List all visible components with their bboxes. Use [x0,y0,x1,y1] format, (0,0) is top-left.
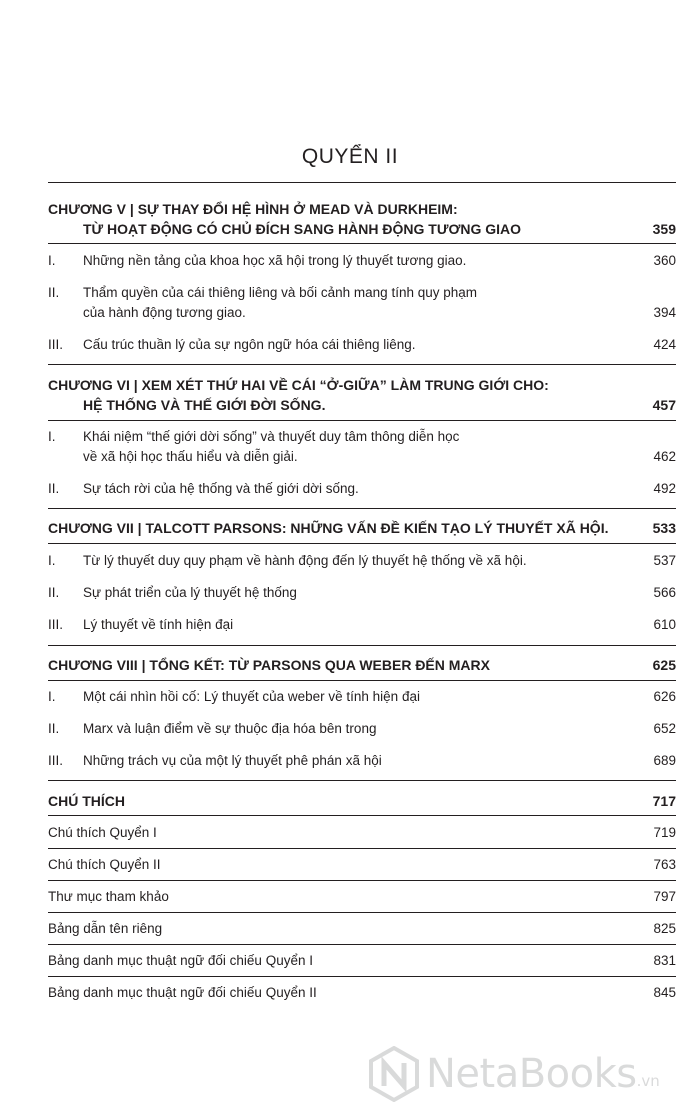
page-number: 359 [652,221,676,237]
section-number: I. [48,429,56,444]
chapter-title-line1: CHƯƠNG VIII | TỔNG KẾT: TỪ PARSONS QUA WEBER ĐẾN MARX [48,657,490,673]
divider [48,880,676,881]
page-number: 845 [653,985,676,1000]
divider [48,780,676,781]
page-number: 492 [653,481,676,496]
page-number: 763 [653,857,676,872]
section-title: Từ lý thuyết duy quy phạm về hành động đến lý thuyết hệ thống về xã hội. [83,553,527,568]
page-number: 360 [653,253,676,268]
chapter-heading [48,375,676,415]
page-number: 457 [652,397,676,413]
chapter-title-line1: CHƯƠNG V | SỰ THAY ĐỔI HỆ HÌNH Ở MEAD VÀ DURKHEIM: [48,201,458,217]
page-number: 797 [653,889,676,904]
section-number: I. [48,253,56,268]
page-number: 652 [653,721,676,736]
watermark-suffix: .vn [636,1072,660,1090]
page-number: 394 [653,305,676,320]
section-number: III. [48,617,64,632]
section-title: Thẩm quyền của cái thiêng liêng và bối cảnh mang tính quy phạm của hành động tương giao. [83,285,477,320]
divider [48,508,676,509]
section-title: Khái niệm “thế giới dời sống” và thuyết duy tâm thông diễn học về xã hội học thấu hiểu và diễn giải. [83,429,460,464]
divider [48,815,676,816]
notes-title: CHÚ THÍCH [48,793,125,809]
page-number: 719 [653,825,676,840]
page-number: 533 [652,520,676,536]
divider [48,420,676,421]
section-number: II. [48,285,60,300]
section-title: Marx và luận điểm về sự thuộc địa hóa bên trong [83,721,377,736]
divider [48,912,676,913]
section-title: Một cái nhìn hồi cố: Lý thuyết của weber về tính hiện đại [83,689,420,704]
section-title: Sự phát triển của lý thuyết hệ thống [83,585,297,600]
divider [48,364,676,365]
page-number: 825 [653,921,676,936]
section-number: II. [48,721,60,736]
page-number: 610 [653,617,676,632]
chapter-heading [48,655,676,675]
entry-title: Bảng danh mục thuật ngữ đối chiếu Quyển II [48,985,317,1000]
toc-entry [48,283,676,323]
page-number: 537 [653,553,676,568]
page-number: 625 [652,657,676,673]
divider [48,243,676,244]
page-number: 626 [653,689,676,704]
entry-title: Chú thích Quyển I [48,825,157,840]
chapter-title-line2: HỆ THỐNG VÀ THẾ GIỚI ĐỜI SỐNG. [83,397,326,413]
divider [48,182,676,183]
page-number: 566 [653,585,676,600]
entry-title: Bảng dẫn tên riêng [48,921,163,936]
toc-entry [48,427,676,467]
book-title: QUYỂN II [301,145,399,168]
section-title: Sự tách rời của hệ thống và thế giới dời sống. [83,481,359,496]
section-title: Cấu trúc thuần lý của sự ngôn ngữ hóa cái thiêng liêng. [83,337,416,352]
divider [48,976,676,977]
page-number: 831 [653,953,676,968]
divider [48,848,676,849]
section-number: III. [48,753,64,768]
section-number: III. [48,337,64,352]
page-number: 424 [653,337,676,352]
page-number: 462 [653,449,676,464]
divider [48,645,676,646]
section-number: II. [48,481,60,496]
chapter-title-line2: TỪ HOẠT ĐỘNG CÓ CHỦ ĐÍCH SANG HÀNH ĐỘNG TƯƠNG GIAO [83,221,522,237]
netabooks-logo-icon [368,1046,420,1102]
divider [48,944,676,945]
watermark-brand: NetaBooks [426,1051,637,1097]
divider [48,680,676,681]
section-number: II. [48,585,60,600]
chapter-title-line1: CHƯƠNG VI | XEM XÉT THỨ HAI VỀ CÁI “Ở-GIỮA” LÀM TRUNG GIỚI CHO: [48,377,549,393]
page-number: 689 [653,753,676,768]
chapter-title-line1: CHƯƠNG VII | TALCOTT PARSONS: NHỮNG VẤN ĐỀ KIẾN TẠO LÝ THUYẾT XÃ HỘI. [48,520,609,536]
divider [48,543,676,544]
watermark [368,1044,693,1104]
section-number: I. [48,689,56,704]
chapter-heading [48,199,676,239]
section-title: Những nền tảng của khoa học xã hội trong lý thuyết tương giao. [83,253,467,268]
notes-heading [48,791,676,811]
section-title: Lý thuyết về tính hiện đại [83,617,234,632]
chapter-heading [48,518,676,538]
entry-title: Chú thích Quyển II [48,857,161,872]
entry-title: Bảng danh mục thuật ngữ đối chiếu Quyển I [48,953,313,968]
section-title: Những trách vụ của một lý thuyết phê phán xã hội [83,753,382,768]
page-number: 717 [652,793,676,809]
entry-title: Thư mục tham khảo [48,889,169,904]
section-number: I. [48,553,56,568]
